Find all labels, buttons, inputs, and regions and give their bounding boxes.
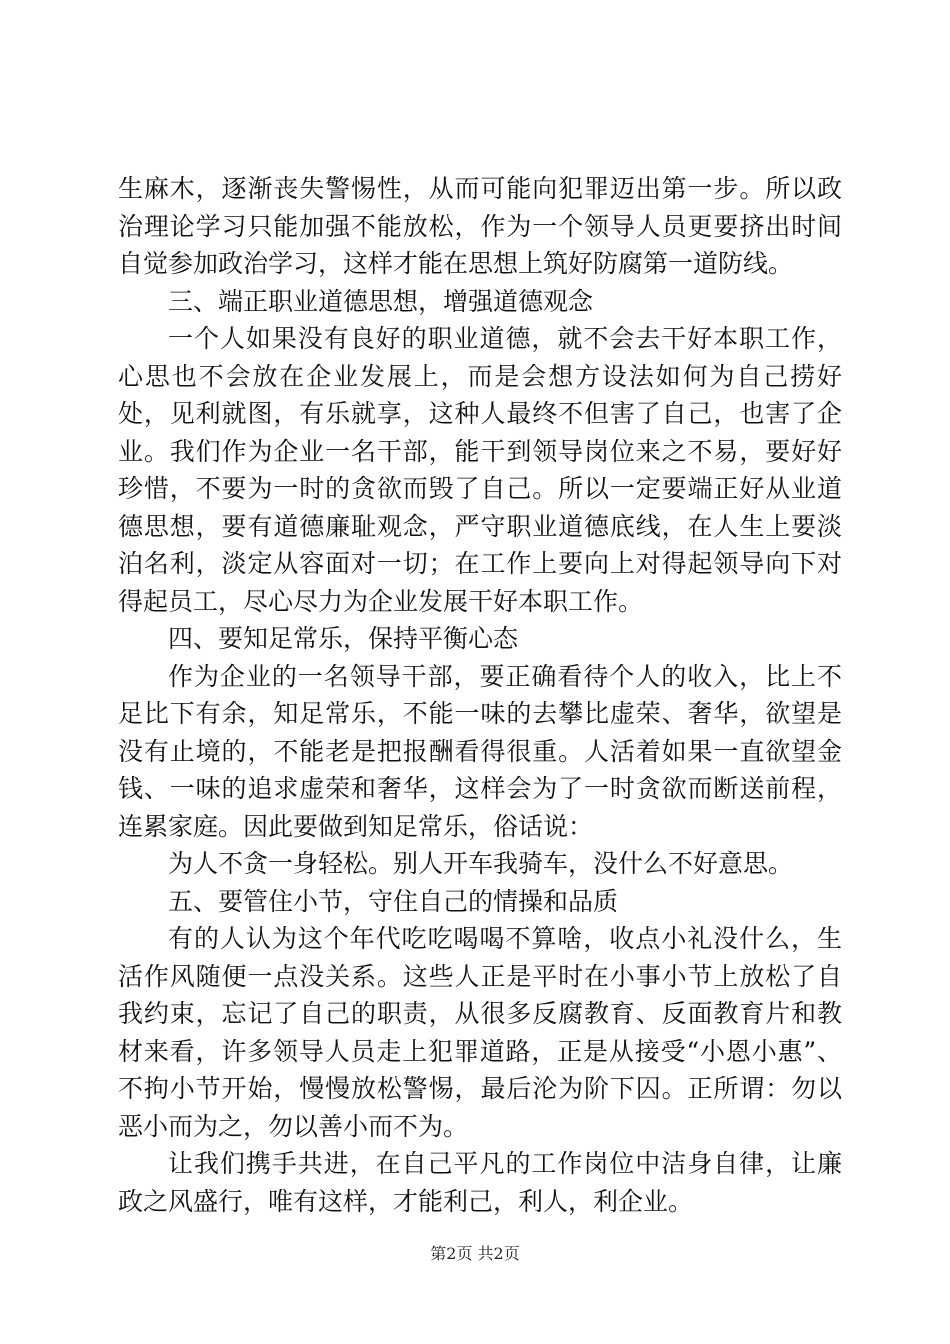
paragraph-saying: 为人不贪一身轻松。别人开车我骑车，没什么不好意思。 [168,849,794,878]
section-heading-5: 五、要管住小节，守住自己的情操和品质 [168,886,619,916]
paragraph-closing: 让我们携手共进，在自己平凡的工作岗位中洁身自律，让廉政之风盛行，唯有这样，才能利己，利人，利企业。 [118,1149,842,1216]
paragraph-contentment: 作为企业的一名领导干部，要正确看待个人的收入，比上不足比下有余，知足常乐，不能一味的去攀比虚荣、奢华，欲望是没有止境的，不能老是把报酬看得很重。人活着如果一直欲望金钱、一味的追求虚荣和奢华，这样会为了一时贪欲而断送前程，连累家庭。因此要做到知足常乐，俗话说： [118,661,842,841]
paragraph-small-details: 有的人认为这个年代吃吃喝喝不算啥，收点小礼没什么，生活作风随便一点没关系。这些人正是平时在小事小节上放松了自我约束，忘记了自己的职责，从很多反腐教育、反面教育片和教材来看，许多领导人员走上犯罪道路，正是从接受“小恩小惠”、不拘小节开始，慢慢放松警惕，最后沦为阶下囚。正所谓：勿以恶小而为之，勿以善小而不为。 [118,924,842,1141]
paragraph-continuation: 生麻木，逐渐丧失警惕性，从而可能向犯罪迈出第一步。所以政治理论学习只能加强不能放松，作为一个领导人员更要挤出时间自觉参加政治学习，这样才能在思想上筑好防腐第一道防线。 [118,174,842,278]
document-body [118,170,842,1220]
section-heading-4: 四、要知足常乐，保持平衡心态 [168,624,519,653]
paragraph-professional-ethics: 一个人如果没有良好的职业道德，就不会去干好本职工作，心思也不会放在企业发展上，而是会想方设法如何为自己捞好处，见利就图，有乐就享，这种人最终不但害了自己，也害了企业。我们作为企业一名干部，能干到领导岗位来之不易，要好好珍惜，不要为一时的贪欲而毁了自己。所以一定要端正好从业道德思想，要有道德廉耻观念，严守职业道德底线，在人生上要淡泊名利，淡定从容面对一切；在工作上要向上对得起领导向下对得起员工，尽心尽力为企业发展干好本职工作。 [118,324,842,616]
page-footer: 第2页 共2页 [430,1244,520,1263]
section-heading-3: 三、端正职业道德思想，增强道德观念 [168,286,594,316]
